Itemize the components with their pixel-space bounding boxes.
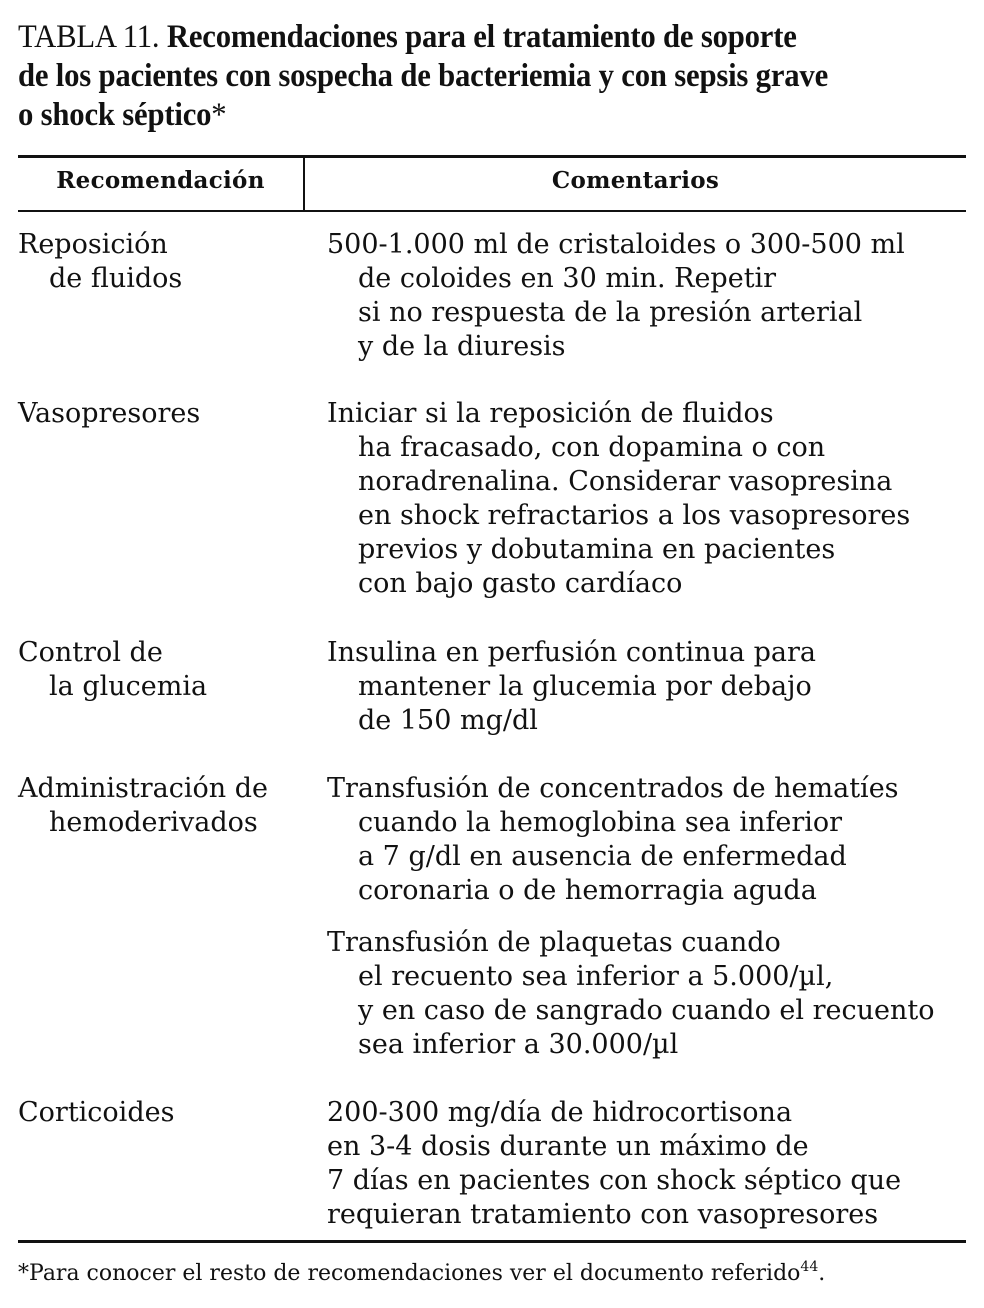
table-title <box>18 18 957 135</box>
header-bottom-rule <box>18 210 966 212</box>
comment-line: ha fracasado, con dopamina o con <box>358 432 826 463</box>
comment-cell <box>327 397 977 601</box>
comment-line: y en caso de sangrado cuando el recuento <box>358 995 935 1026</box>
comment-line: previos y dobutamina en pacientes <box>358 534 836 565</box>
rec-line: hemoderivados <box>49 807 258 838</box>
comment-line: Insulina en perfusión continua para <box>327 637 816 668</box>
comment-line: Transfusión de concentrados de hematíes <box>327 773 899 804</box>
footnote-text: *Para conocer el resto de recomendaciones ver el documento referido <box>18 1261 801 1286</box>
comment-cell <box>327 926 977 1062</box>
comment-cell <box>327 1096 977 1232</box>
recommendation-cell <box>18 772 308 840</box>
title-line-3: o shock séptico <box>18 97 212 133</box>
comment-line: 500-1.000 ml de cristaloides o 300-500 ml <box>327 229 905 260</box>
title-line-2: de los pacientes con sospecha de bacteriemia y con sepsis grave <box>18 58 829 94</box>
rec-line: Administración de <box>18 773 269 804</box>
comment-line: requieran tratamiento con vasopresores <box>327 1199 879 1230</box>
title-line-1: Recomendaciones para el tratamiento de soporte <box>166 19 797 55</box>
recommendation-cell <box>18 228 308 296</box>
comment-line: mantener la glucemia por debajo <box>358 671 812 702</box>
footnote-reference: 44 <box>800 1259 819 1275</box>
comment-line: sea inferior a 30.000/µl <box>358 1029 679 1060</box>
recommendation-cell <box>18 397 308 431</box>
comment-cell <box>327 228 977 364</box>
comment-line: coronaria o de hemorragia aguda <box>358 875 817 906</box>
comment-line: Iniciar si la reposición de fluidos <box>327 398 774 429</box>
rec-line: Control de <box>18 637 163 668</box>
rec-line: Corticoides <box>18 1097 175 1128</box>
comment-line: de coloides en 30 min. Repetir <box>358 263 777 294</box>
title-asterisk: * <box>211 97 227 133</box>
comment-line: Transfusión de plaquetas cuando <box>327 927 781 958</box>
comment-line: con bajo gasto cardíaco <box>358 568 683 599</box>
comment-cell <box>327 636 977 738</box>
rec-line: Vasopresores <box>18 398 201 429</box>
comment-line: a 7 g/dl en ausencia de enfermedad <box>358 841 847 872</box>
recommendation-cell <box>18 636 308 704</box>
rec-line: Reposición <box>18 229 168 260</box>
table-top-rule <box>18 155 966 158</box>
comment-line: el recuento sea inferior a 5.000/µl, <box>358 961 834 992</box>
comment-line: cuando la hemoglobina sea inferior <box>358 807 843 838</box>
comment-line: si no respuesta de la presión arterial <box>358 297 863 328</box>
table-label: TABLA 11. <box>18 19 160 55</box>
comment-line: en 3-4 dosis durante un máximo de <box>327 1131 809 1162</box>
document-page <box>18 18 966 1286</box>
comment-line: de 150 mg/dl <box>358 705 538 736</box>
table-bottom-rule <box>18 1240 966 1243</box>
table-footnote <box>18 1252 825 1289</box>
comment-line: 200-300 mg/día de hidrocortisona <box>327 1097 793 1128</box>
comment-line: 7 días en pacientes con shock séptico que <box>327 1165 902 1196</box>
recommendation-cell <box>18 1096 308 1130</box>
comment-cell <box>327 772 977 908</box>
comment-line: en shock refractarios a los vasopresores <box>358 500 911 531</box>
header-recommendation: Recomendación <box>56 167 265 194</box>
rec-line: la glucemia <box>49 671 208 702</box>
comment-line: y de la diuresis <box>358 331 566 362</box>
comment-line: noradrenalina. Considerar vasopresina <box>358 466 893 497</box>
rec-line: de fluidos <box>49 263 183 294</box>
header-comments: Comentarios <box>551 167 720 194</box>
footnote-end: . <box>818 1261 826 1286</box>
